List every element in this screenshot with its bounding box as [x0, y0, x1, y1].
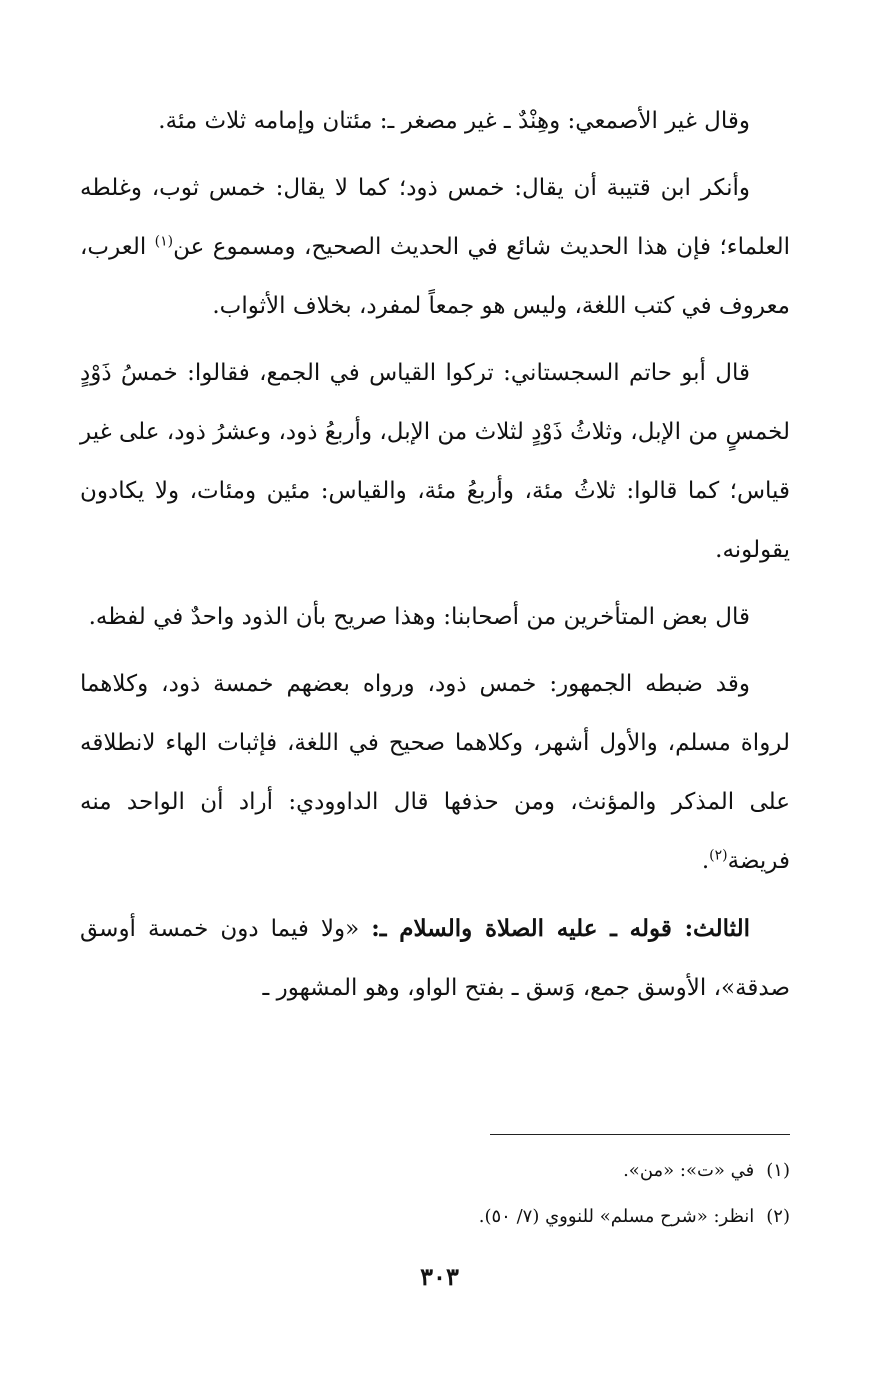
footnote-ref-2[interactable]: (٢): [709, 847, 728, 864]
paragraph-6-rest: «ولا فيما دون خمسة أوسق صدقة»، الأوسق جمع، وَسق ـ بفتح الواو، وهو المشهور ـ: [80, 916, 790, 1001]
paragraph-5: [80, 655, 790, 891]
paragraph-2-part-a: وأنكر ابن قتيبة أن يقال: خمس ذود؛ كما لا يقال: خمس ثوب، وغلطه العلماء؛ فإن هذا الحديث شائع في الحديث الصحيح، ومسموع عن: [80, 175, 790, 260]
paragraph-1: وقال غير الأصمعي: وهِنْدٌ ـ غير مصغر ـ: مئتان وإمامه ثلاث مئة.: [158, 108, 750, 134]
footnote-2-text: انظر: «شرح مسلم» للنووي (٧/ ٥٠).: [478, 1206, 755, 1227]
footnote-ref-1[interactable]: (١): [154, 233, 174, 250]
footnote-2-number: (٢): [766, 1206, 790, 1227]
footnote-1-number: (١): [766, 1160, 790, 1181]
footnote-2: [80, 1194, 790, 1240]
paragraph-3: قال أبو حاتم السجستاني: تركوا القياس في الجمع، فقالوا: خمسُ ذَوْدٍ لخمسٍ من الإبل، وثلاثُ ذَوْدٍ لثلاث من الإبل، وأربعُ ذود، وعشرُ ذود، على غير قياس؛ كما قالوا: ثلاثُ مئة، وأربعُ مئة، والقياس: مئين ومئات، ولا يكادون يقولونه.: [80, 360, 790, 563]
paragraph-2: [80, 159, 790, 336]
paragraph-5-part-a: وقد ضبطه الجمهور: خمس ذود، ورواه بعضهم خمسة ذود، وكلاهما لرواة مسلم، والأول أشهر، وكلاهما صحيح في اللغة، فإثبات الهاء لانطلاقه على المذكر والمؤنث، ومن حذفها قال الداوودي: أراد أن الواحد منه فريضة: [80, 671, 790, 874]
footnote-1: [80, 1148, 790, 1194]
paragraph-5-part-b: .: [701, 848, 710, 874]
page-number: ٣٠٣: [420, 1262, 459, 1291]
footnote-separator: [490, 1134, 790, 1135]
section-heading-third: الثالث: قوله ـ عليه الصلاة والسلام ـ:: [371, 915, 750, 942]
footnote-1-text: في «ت»: «من».: [623, 1160, 755, 1181]
paragraph-4: قال بعض المتأخرين من أصحابنا: وهذا صريح بأن الذود واحدٌ في لفظه.: [88, 604, 750, 630]
paragraph-2-part-b: العرب، معروف في كتب اللغة، وليس هو جمعاً لمفرد، بخلاف الأثواب.: [80, 234, 790, 319]
footnotes: [80, 1148, 790, 1240]
paragraph-6: [80, 899, 790, 1018]
main-text: [80, 92, 790, 1018]
